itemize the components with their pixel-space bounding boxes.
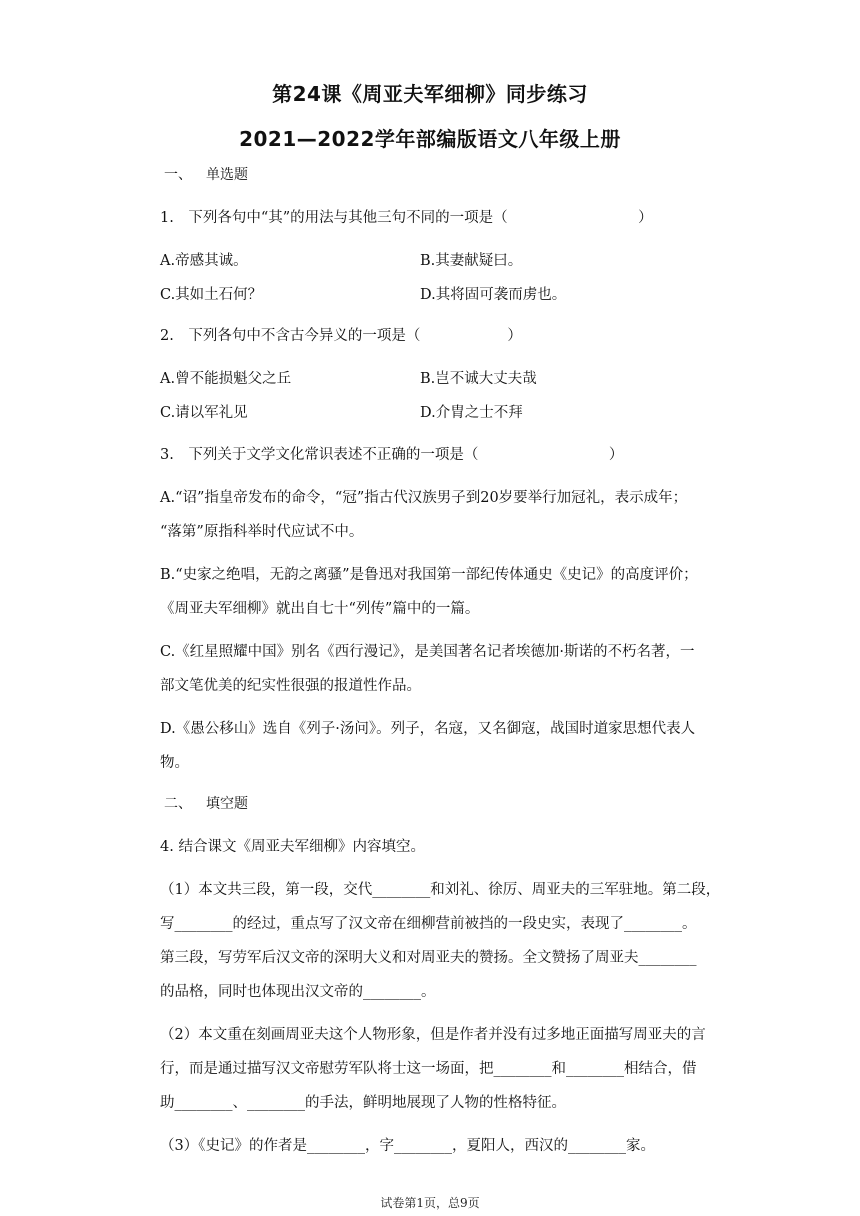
question-4-part2-line1: （2）本文重在刻画周亚夫这个人物形象，但是作者并没有过多地正面描写周亚夫的言 xyxy=(160,1027,706,1043)
section-heading-fill-in xyxy=(164,793,248,813)
question-4-part1-line1: （1）本文共三段，第一段，交代________和刘礼、徐厉、周亚夫的三军驻地。第二段， xyxy=(160,882,721,898)
question-4-stem: 4. 结合课文《周亚夫军细柳》内容填空。 xyxy=(160,839,425,855)
question-3-option-a-line2: “落第”原指科举时代应试不中。 xyxy=(160,524,364,540)
question-3-option-b-line1: B.“史家之绝唱，无韵之离骚”是鲁迅对我国第一部纪传体通史《史记》的高度评价； xyxy=(160,567,698,583)
question-2-option-d: D.介胄之士不拜 xyxy=(420,405,523,421)
question-1-option-c: C.其如土石何？ xyxy=(160,287,263,303)
question-1-option-d: D.其将固可袭而虏也。 xyxy=(420,287,567,303)
question-3-stem: 3. 下列关于文学文化常识表述不正确的一项是（ ） xyxy=(160,447,624,463)
section-number: 二、 xyxy=(164,796,192,812)
section-label: 填空题 xyxy=(206,796,248,812)
question-3-option-c-line1: C.《红星照耀中国》别名《西行漫记》，是美国著名记者埃德加·斯诺的不朽名著，一 xyxy=(160,644,695,660)
section-heading-single-choice xyxy=(164,164,248,184)
question-4-part1-line3: 第三段，写劳军后汉文帝的深明大义和对周亚夫的赞扬。全文赞扬了周亚夫________ xyxy=(160,950,697,966)
question-1-stem: 1. 下列各句中“其”的用法与其他三句不同的一项是（ ） xyxy=(160,210,653,226)
question-3-option-c-line2: 部文笔优美的纪实性很强的报道性作品。 xyxy=(160,678,421,694)
question-4-part1-line4: 的品格，同时也体现出汉文帝的________。 xyxy=(160,984,436,1000)
page-title: 第24课《周亚夫军细柳》同步练习 xyxy=(272,82,588,106)
question-2-stem: 2. 下列各句中不含古今异义的一项是（ ） xyxy=(160,328,522,344)
page-footer: 试卷第1页，总9页 xyxy=(380,1196,480,1210)
question-3-option-d-line2: 物。 xyxy=(160,755,189,771)
question-3-option-b-line2: 《周亚夫军细柳》就出自七十“列传”篇中的一篇。 xyxy=(160,601,480,617)
question-2-option-c: C.请以军礼见 xyxy=(160,405,248,421)
question-2-option-b: B.岂不诚大丈夫哉 xyxy=(420,371,537,387)
question-4-part2-line3: 助________、________的手法，鲜明地展现了人物的性格特征。 xyxy=(160,1095,566,1111)
question-2-option-a: A.曾不能损魁父之丘 xyxy=(160,371,292,387)
question-3-option-d-line1: D.《愚公移山》选自《列子·汤问》。列子，名寇，又名御寇，战国时道家思想代表人 xyxy=(160,721,696,737)
question-4-part3-line1: （3）《史记》的作者是________，字________，夏阳人，西汉的________家。 xyxy=(160,1138,655,1154)
question-1-option-b: B.其妻献疑曰。 xyxy=(420,253,523,269)
question-1-option-a: A.帝感其诚。 xyxy=(160,253,248,269)
page-subtitle: 2021—2022学年部编版语文八年级上册 xyxy=(239,127,621,151)
section-number: 一、 xyxy=(164,167,192,183)
section-label: 单选题 xyxy=(206,167,248,183)
question-4-part2-line2: 行，而是通过描写汉文帝慰劳军队将士这一场面，把________和________相结合，借 xyxy=(160,1061,697,1077)
question-4-part1-line2: 写________的经过，重点写了汉文帝在细柳营前被挡的一段史实，表现了________。 xyxy=(160,916,697,932)
question-3-option-a-line1: A.“诏”指皇帝发布的命令，“冠”指古代汉族男子到20岁要举行加冠礼，表示成年； xyxy=(160,490,688,506)
